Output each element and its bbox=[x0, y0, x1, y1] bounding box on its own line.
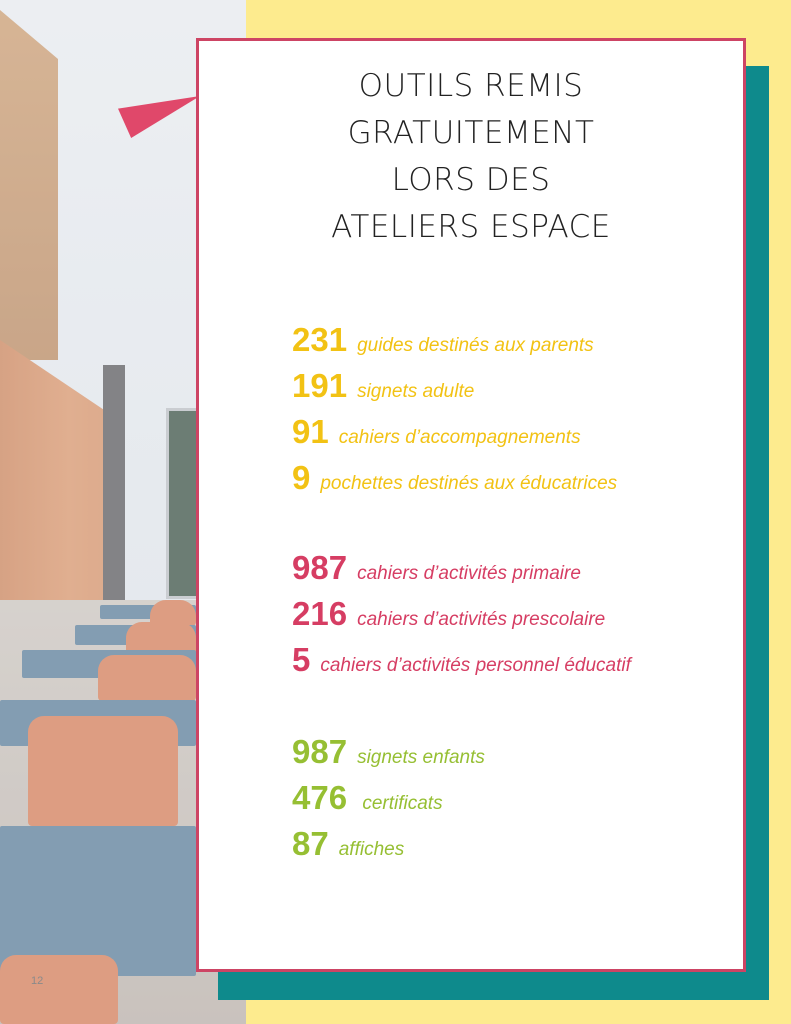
item-label: cahiers d’activités prescolaire bbox=[357, 609, 606, 630]
list-item bbox=[292, 317, 631, 363]
item-label: affiches bbox=[338, 839, 405, 860]
item-label: certificats bbox=[357, 793, 443, 814]
title-line: GRATUITEMENT bbox=[347, 115, 595, 151]
title-line: LORS DES bbox=[391, 162, 551, 198]
item-count: 91 bbox=[292, 413, 329, 450]
item-label: signets enfants bbox=[357, 747, 485, 768]
page-title bbox=[199, 63, 743, 251]
item-label: cahiers d’accompagnements bbox=[338, 427, 581, 448]
item-count: 9 bbox=[292, 459, 311, 496]
list-item bbox=[292, 409, 631, 455]
list-item bbox=[292, 363, 631, 409]
item-count: 87 bbox=[292, 825, 329, 862]
item-count: 987 bbox=[292, 549, 348, 586]
list-item bbox=[292, 545, 631, 591]
tools-list bbox=[292, 317, 631, 867]
page-number: 12 bbox=[31, 975, 44, 987]
item-count: 5 bbox=[292, 641, 311, 678]
item-count: 231 bbox=[292, 321, 348, 358]
item-count: 476 bbox=[292, 779, 348, 816]
item-label: pochettes destinés aux éducatrices bbox=[320, 473, 618, 494]
item-count: 191 bbox=[292, 367, 348, 404]
group-spacer bbox=[292, 501, 631, 545]
group-spacer bbox=[292, 683, 631, 729]
list-item bbox=[292, 637, 631, 683]
list-item bbox=[292, 821, 631, 867]
item-label: cahiers d’activités personnel éducatif bbox=[320, 655, 631, 676]
item-label: cahiers d’activités primaire bbox=[357, 563, 581, 584]
list-item bbox=[292, 729, 631, 775]
list-item bbox=[292, 591, 631, 637]
title-line: ATELIERS ESPACE bbox=[331, 209, 611, 245]
item-label: guides destinés aux parents bbox=[357, 335, 594, 356]
title-line: OUTILS REMIS bbox=[358, 68, 584, 104]
item-label: signets adulte bbox=[357, 381, 475, 402]
list-item bbox=[292, 455, 631, 501]
list-item bbox=[292, 775, 631, 821]
item-count: 987 bbox=[292, 733, 348, 770]
item-count: 216 bbox=[292, 595, 348, 632]
content-card bbox=[196, 38, 746, 972]
